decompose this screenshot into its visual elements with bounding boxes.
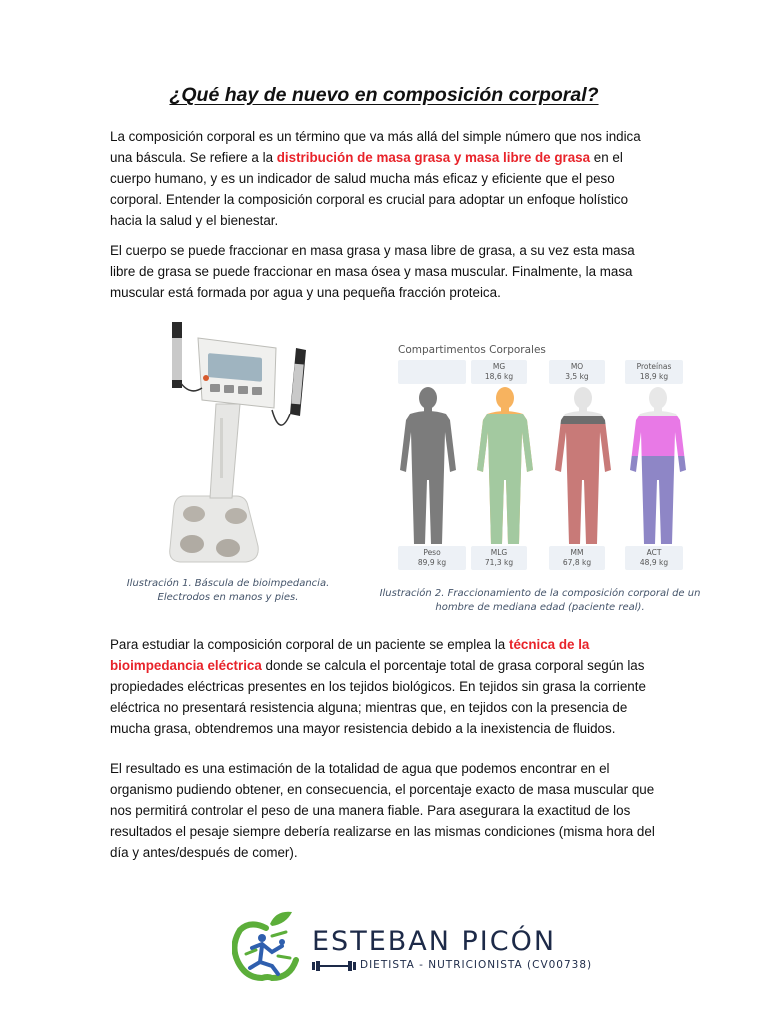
bioimpedance-text-end: donde se calcula el porcentaje total de grasa corporal según las propiedades eléctricas presentes en los tejidos biológicos. En tejidos sin grasa la corriente eléctrica no presentará resistencia alguna; mientras que, en tejidos con la presencia de mucha grasa, obtendremos una mayor resistencia debido a la inexistencia de fluidos. xyxy=(110,658,646,736)
intro-paragraph xyxy=(110,126,662,231)
weight-bottom-label: Peso 89,9 kg xyxy=(417,548,447,567)
mo-top-label: MO 3,5 kg xyxy=(565,362,589,381)
result-paragraph: El resultado es una estimación de la totalidad de agua que podemos encontrar en el organismo pudiendo obtener, en consecuencia, el porcentaje exacto de masa muscular que nos permitirá controlar el peso de una manera fiable. Para asegurara la exactitud de los resultados el pesaje siempre debería realizarse en las mismas condiciones (misma hora del día y antes/después de comer). xyxy=(110,761,655,860)
figure2-caption xyxy=(372,587,708,615)
bioimpedance-scale-image xyxy=(150,318,325,580)
body-figure-weight xyxy=(400,387,456,544)
logo-subtitle: DIETISTA - NUTRICIONISTA (CV00738) xyxy=(360,959,593,971)
proteins-top-label: Proteínas 18,9 kg xyxy=(636,362,672,381)
page-title: ¿Qué hay de nuevo en composición corporal? xyxy=(169,84,599,106)
figure1-caption xyxy=(118,577,338,605)
body-compartments-figures xyxy=(390,384,690,546)
mlg-bottom-label: MLG 71,3 kg xyxy=(484,548,514,567)
figure1-caption-line2: Electrodos en manos y pies. xyxy=(157,592,299,603)
logo-name: ESTEBAN PICÓN xyxy=(312,926,557,957)
act-bottom-label: ACT 48,9 kg xyxy=(639,548,669,567)
body-figure-mm xyxy=(555,387,611,544)
body-figure-mlg xyxy=(477,387,533,544)
bioimpedance-paragraph xyxy=(110,634,662,739)
figure1-caption-line1: Ilustración 1. Báscula de bioimpedancia. xyxy=(126,578,330,589)
figure2-caption-line1: Ilustración 2. Fraccionamiento de la composición corporal de un xyxy=(379,588,701,599)
mg-top-label: MG 18,6 kg xyxy=(484,362,514,381)
top-label-box-1 xyxy=(398,360,466,384)
bioimpedance-highlight: técnica de la bioimpedancia eléctrica xyxy=(110,637,590,673)
dumbbell-icon xyxy=(312,961,356,971)
intro-text-start: La composición corporal es un término que va más allá del simple número que nos indica una báscula. Se refiere a la xyxy=(110,129,641,165)
intro-highlight: distribución de masa grasa y masa libre de grasa xyxy=(276,150,591,165)
bioimpedance-text-start: Para estudiar la composición corporal de un paciente se emplea la xyxy=(110,637,509,652)
body-figure-act xyxy=(630,387,686,544)
compartments-title: Compartimentos Corporales xyxy=(398,344,546,356)
bioimpedance-scale-figure xyxy=(150,318,325,580)
figure2-caption-line2: hombre de mediana edad (paciente real). xyxy=(435,602,645,613)
fractions-paragraph: El cuerpo se puede fraccionar en masa grasa y masa libre de grasa, a su vez esta masa libre de grasa se puede fraccionar en masa ósea y masa muscular. Finalmente, la masa muscular está formada por agua y una pequeña fracción proteica. xyxy=(110,243,635,300)
mm-bottom-label: MM 67,8 kg xyxy=(562,548,592,567)
logo-apple-icon xyxy=(232,906,304,982)
intro-text-end: en el cuerpo humano, y es un indicador de salud mucha más eficaz y eficiente que el peso corporal. Entender la composición corporal es crucial para adoptar un enfoque holístico hacia la salud y el bienestar. xyxy=(110,150,629,228)
